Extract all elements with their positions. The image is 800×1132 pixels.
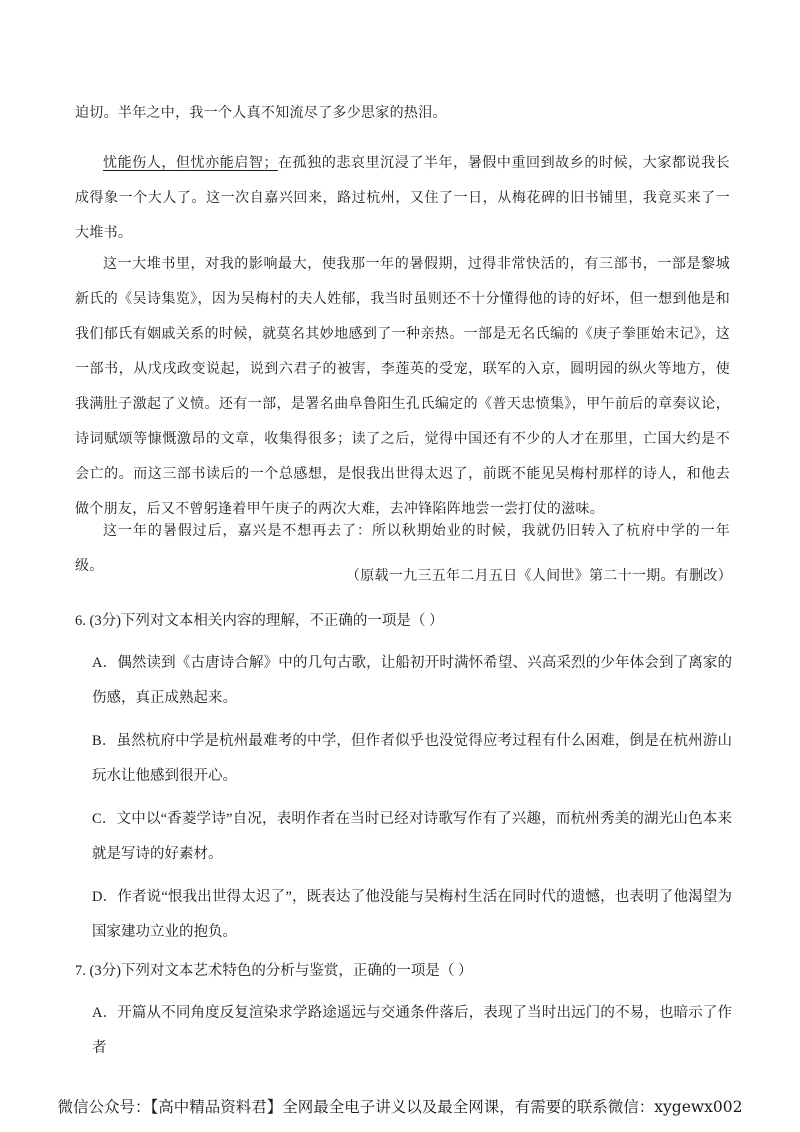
essay-paragraph-1-rest: 在孤独的悲哀里沉浸了半年，暑假中重回到故乡的时候，大家都说我长成得象一个大人了。这一次自嘉兴回来，路过杭州，又住了一日，从梅花碑的旧书铺里，我竟买来了一大堆书。 — [75, 155, 730, 241]
question-6-stem: 6. (3分)下列对文本相关内容的理解，不正确的一项是（ ） — [75, 613, 444, 629]
essay-paragraph-0: 迫切。半年之中，我一个人真不知流尽了多少思家的热泪。 — [75, 105, 447, 121]
question-7-option-a: A．开篇从不同角度反复渲染求学路途遥远与交通条件落后，表现了当时出远门的不易，也暗示了作者 — [92, 1005, 732, 1056]
question-6-option-c: C．文中以“香菱学诗”自况，表明作者在当时已经对诗歌写作有了兴趣，而杭州秀美的湖光山色本来就是写诗的好素材。 — [92, 811, 732, 862]
essay-paragraph-2: 这一大堆书里，对我的影响最大，使我那一年的暑假期，过得非常快活的，有三部书，一部是黎城新氏的《吴诗集览》，因为吴梅村的夫人姓郁，我当时虽则还不十分懂得他的诗的好坏，但一想到他是和我们郁氏有姻戚关系的时候，就莫名其妙地感到了一种亲热。一部是无名氏编的《庚子拳匪始末记》，这一部书，从戊戌政变说起，说到六君子的被害，李莲英的受宠，联军的入京，圆明园的纵火等地方，使我满肚子激起了义愤。还有一部，是署名曲阜鲁阳生孔氏编定的《普天忠愤集》，甲午前后的章奏议论，诗词赋颂等慷慨激昂的文章，收集得很多；读了之后，觉得中国还有不少的人才在那里，亡国大约是不会亡的。而这三部书读后的一个总感想，是恨我出世得太迟了，前既不能见吴梅村那样的诗人，和他去做个朋友，后又不曾躬逢着甲午庚子的两次大难，去冲锋陷阵地尝一尝打仗的滋味。 — [75, 256, 730, 517]
question-6-option-a: A．偶然读到《古唐诗合解》中的几句古歌，让船初开时满怀希望、兴高采烈的少年体会到了离家的伤感，真正成熟起来。 — [92, 655, 732, 706]
question-6-option-d: D．作者说“恨我出世得太迟了”，既表达了他没能与吴梅村生活在同时代的遗憾，也表明了他渴望为国家建功立业的抱负。 — [92, 889, 732, 940]
question-7-stem: 7. (3分)下列对文本艺术特色的分析与鉴赏，正确的一项是（ ） — [75, 963, 473, 979]
essay-paragraph-1 — [75, 146, 730, 251]
footer-watermark: 微信公众号：【高中精品资料君】全网最全电子讲义以及最全网课，有需要的联系微信：xygewx002 — [57, 1098, 743, 1116]
underlined-phrase: 忧能伤人，但忧亦能启智； — [103, 155, 278, 171]
source-note: （原载一九三五年二月五日《人间世》第二十一期。有删改） — [345, 568, 732, 584]
essay-paragraph-3: 这一年的暑假过后，嘉兴是不想再去了：所以秋期始业的时候，我就仍旧转入了杭府中学的一年级。 — [75, 523, 730, 574]
question-6-option-b: B．虽然杭府中学是杭州最难考的中学，但作者似乎也没觉得应考过程有什么困难，倒是在杭州游山玩水让他感到很开心。 — [92, 733, 732, 784]
